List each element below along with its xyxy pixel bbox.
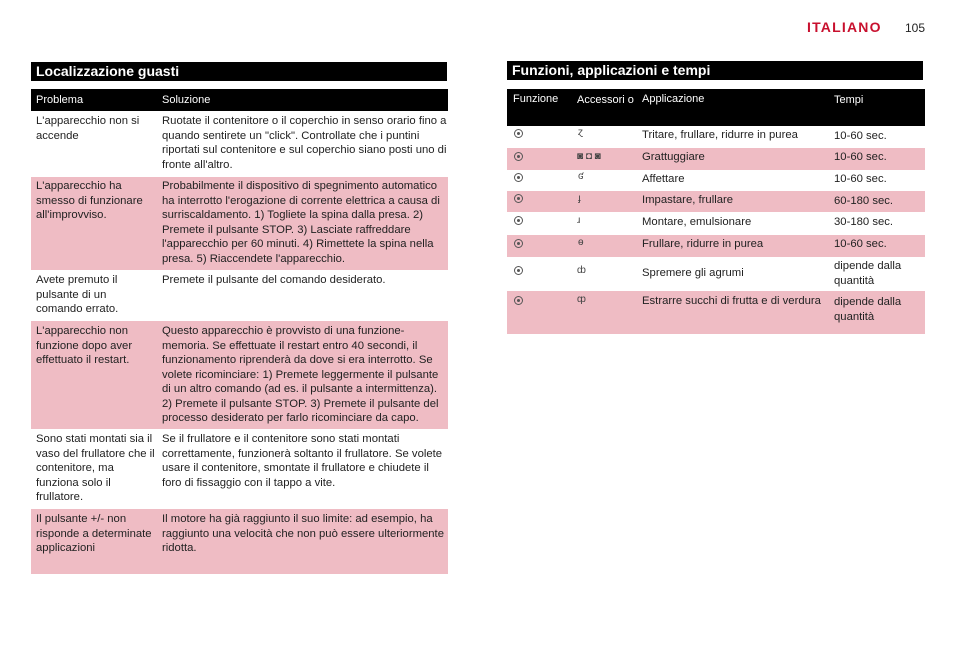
time-cell: dipende dalla quantità [834, 260, 902, 287]
solution-cell: Se il frullatore e il contenitore sono stati montati correttamente, funzionerà soltanto il frullatore. Se volete usare il contenitore, smontate il frullatore e chiudete il foro di fissaggio con il tappo a vite. [162, 433, 443, 489]
time-cell: 10-60 sec. [834, 238, 887, 250]
application-cell: Tritare, frullare, ridurre in purea [642, 129, 798, 141]
troubleshooting-header [31, 89, 448, 111]
table-row [507, 212, 925, 235]
table-row [31, 270, 448, 321]
section-title-troubleshooting: Localizzazione guasti [31, 62, 447, 81]
table-row [31, 111, 448, 177]
citrus-function-icon [514, 266, 523, 275]
column-header-soluzione: Soluzione [162, 94, 211, 106]
table-row [507, 291, 925, 334]
time-cell: 10-60 sec. [834, 151, 887, 163]
solution-cell: Premete il pulsante del comando desiderato. [162, 274, 386, 286]
table-row [507, 257, 925, 291]
language-label: ITALIANO [807, 19, 882, 35]
table-row [507, 170, 925, 191]
time-cell: 30-180 sec. [834, 216, 894, 228]
blender-accessory-icon: ɵ [578, 237, 584, 248]
column-header-problema: Problema [36, 94, 84, 106]
column-header-accessorio: Accessori o [577, 94, 634, 106]
application-cell: Spremere gli agrumi [642, 267, 744, 279]
solution-cell: Il motore ha già raggiunto il suo limite: ad esempio, ha raggiunto una velocità che non può essere ulteriormente ridotta. [162, 513, 444, 554]
whip-function-icon [514, 216, 523, 225]
slicing-disc-accessory-icon: ʛ [578, 171, 584, 182]
time-cell: 10-60 sec. [834, 130, 887, 142]
chop-function-icon [514, 129, 523, 138]
kneading-accessory-icon: ɟ [578, 193, 581, 204]
whisk-accessory-icon: ɹ [577, 215, 581, 226]
section-title-functions: Funzioni, applicazioni e tempi [507, 61, 923, 80]
application-cell: Affettare [642, 173, 685, 185]
blade-accessory-icon: ɀ [578, 127, 583, 138]
table-row [31, 509, 448, 574]
slice-function-icon [514, 173, 523, 182]
table-row [31, 321, 448, 429]
solution-cell: Questo apparecchio è provvisto di una funzione-memoria. Se effettuate il restart entro 40 secondi, il funzionamento riprenderà da dove si era interrotto. Se volete ricominciare: 1) Premete leggermente il pulsante di un altro comando (ad es. il pulsante a intermittenza). 2) Premete il pulsante STOP. 3) Premete il pulsante del processo desiderato per farlo ricominciare da capo. [162, 325, 439, 424]
solution-cell: Ruotate il contenitore o il coperchio in senso orario fino a quando sentirete un "click". Controllate che i puntini riportati sul contenitore e sul coperchio siano posti uno di fronte all'altro. [162, 115, 447, 171]
problem-cell: Sono stati montati sia il vaso del frullatore che il contenitore, ma funziona solo il frullatore. [36, 433, 155, 503]
problem-cell: Il pulsante +/- non risponde a determinate applicazioni [36, 513, 152, 554]
time-cell: 10-60 sec. [834, 173, 887, 185]
application-cell: Impastare, frullare [642, 194, 734, 206]
grate-function-icon [514, 152, 523, 161]
problem-cell: L'apparecchio non si accende [36, 115, 140, 142]
application-cell: Estrarre succhi di frutta e di verdura [642, 295, 821, 307]
table-row [507, 148, 925, 170]
time-cell: dipende dalla quantità [834, 296, 902, 323]
time-cell: 60-180 sec. [834, 195, 894, 207]
knead-function-icon [514, 194, 523, 203]
application-cell: Frullare, ridurre in purea [642, 238, 764, 250]
table-row [31, 177, 448, 270]
problem-cell: Avete premuto il pulsante di un comando errato. [36, 274, 119, 315]
functions-header [507, 89, 925, 126]
application-cell: Grattuggiare [642, 151, 705, 163]
table-row [31, 429, 448, 509]
juice-function-icon [514, 296, 523, 305]
grating-discs-accessory-icon: ◙ ◘ ◙ [577, 151, 601, 162]
citrus-press-accessory-icon: ȸ [577, 265, 586, 276]
problem-cell: L'apparecchio non funzione dopo aver effettuato il restart. [36, 325, 133, 366]
table-row [507, 126, 925, 148]
table-row [507, 191, 925, 212]
table-row [507, 235, 925, 257]
application-cell: Montare, emulsionare [642, 216, 752, 228]
page-number: 105 [905, 21, 926, 35]
blend-function-icon [514, 239, 523, 248]
column-header-applicazione: Applicazione [642, 93, 705, 105]
juicer-accessory-icon: ȹ [577, 294, 586, 305]
column-header-tempi: Tempi [834, 94, 864, 106]
solution-cell: Probabilmente il dispositivo di spegnimento automatico ha interrotto l'erogazione di corrente elettrica a causa di surriscaldamento. 1) Togliete la spina dalla presa. 2) Premete il pulsante STOP. 3) Lasciate raffreddare l'apparecchio per 60 minuti. 4) Rimettete la spina nella presa. 5) Riaccendete l'apparecchio. [162, 180, 440, 265]
column-header-funzione: Funzione [513, 93, 559, 105]
problem-cell: L'apparecchio ha smesso di funzionare all'improvviso. [36, 180, 143, 221]
